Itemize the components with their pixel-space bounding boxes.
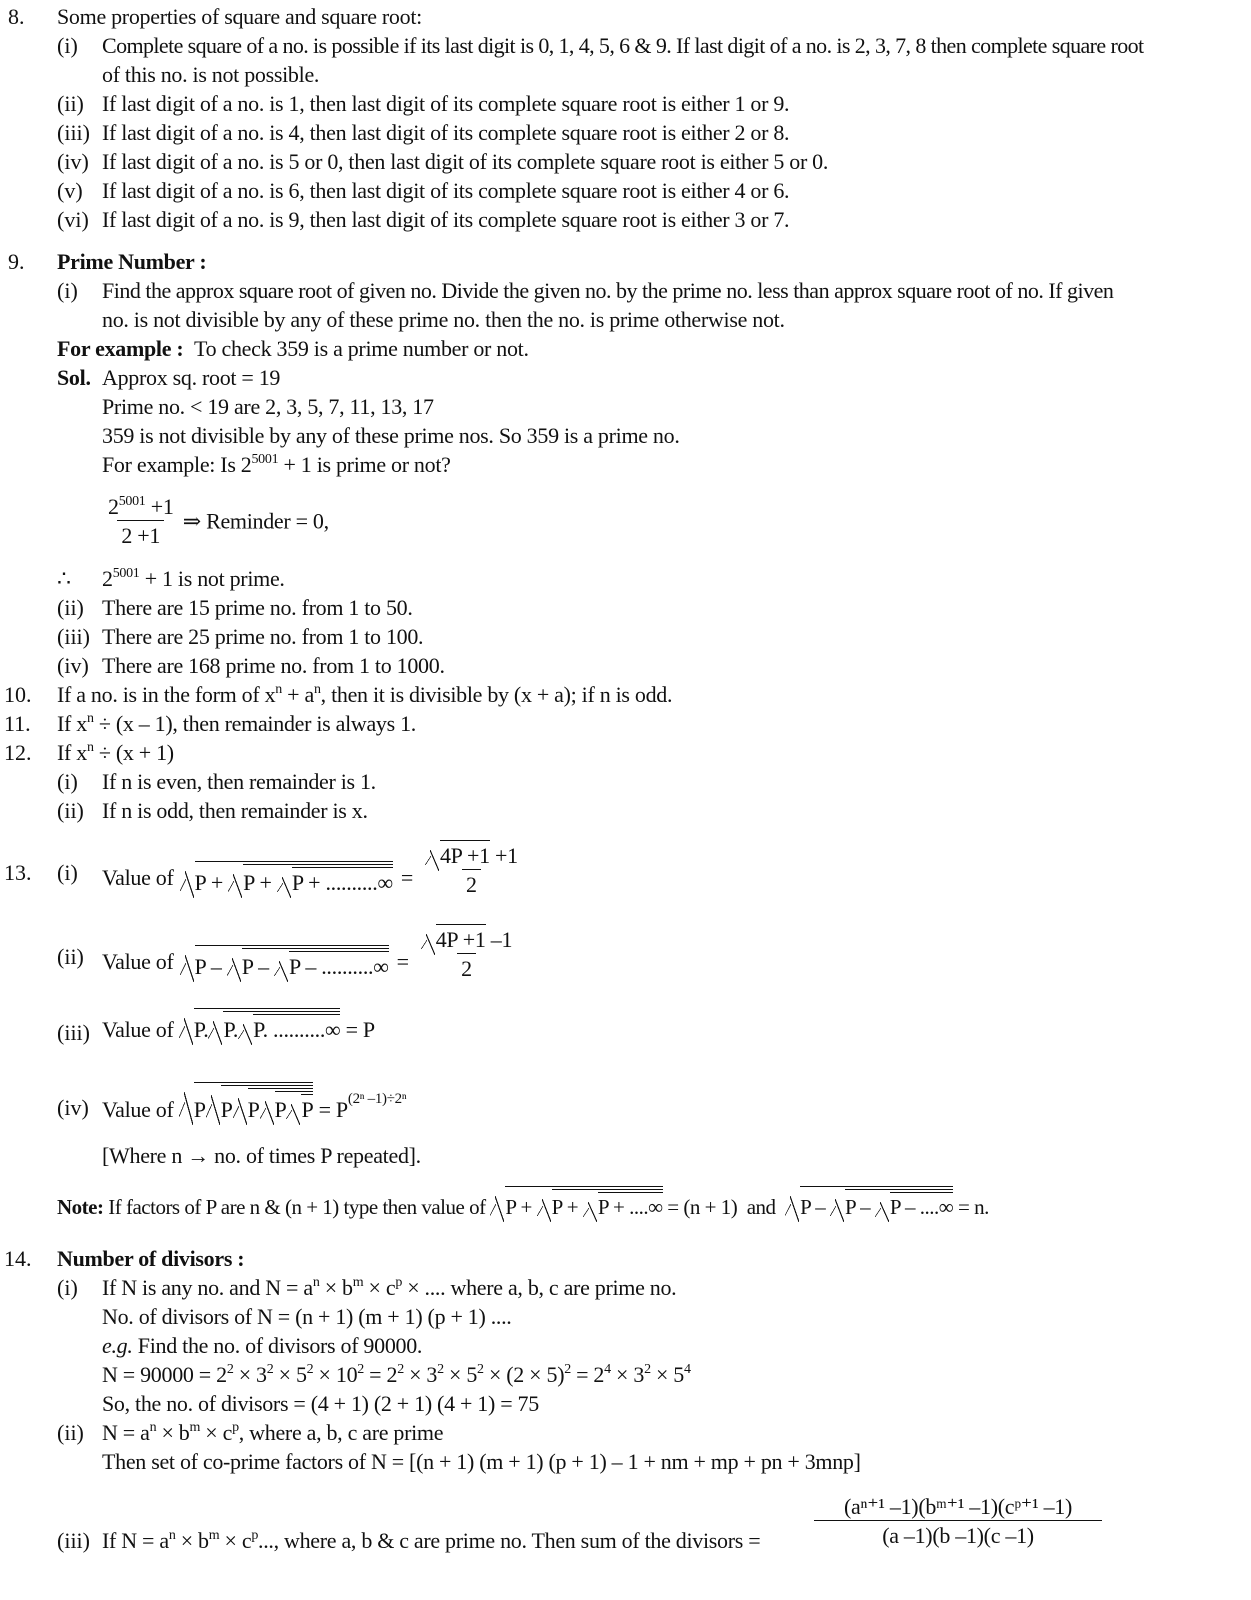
item-text: $N = a^n \times b^m \times c^p$, where a, b, c are prime <box>102 1420 444 1445</box>
item-label: (iii) <box>57 1528 90 1553</box>
item-text: Then set of co-prime factors of N = [(n + 1) (m + 1) (p + 1) – 1 + nm + mp + pn + 3mnp] <box>102 1449 861 1474</box>
fraction-result: ⇒ Reminder = 0, <box>182 508 329 534</box>
item-text: If $N = a^n \times b^m \times c^p$..., where a, b & c are prime no. Then sum of the divisors = <box>102 1528 761 1553</box>
section-text: If a no. is in the form of $x^n + a^n$, then it is divisible by (x + a); if n is odd. <box>57 682 673 707</box>
item-text: If last digit of a no. is 4, then last digit of its complete square root is either 2 or 8. <box>102 120 790 145</box>
formula-i: Value of P + P + P + ..........∞ = $\frac{4P +1 +1}{2}$ <box>102 840 522 898</box>
item-label: (iv) <box>57 1095 89 1120</box>
example-2: For example: Is $2^{5001} + 1$ is prime or not? <box>102 452 451 477</box>
item-label: (ii) <box>57 1420 84 1445</box>
item-text: Find the approx square root of given no. Divide the given no. by the prime no. less than approx square root of no. If given <box>102 278 1114 303</box>
item-text: There are 15 prime no. from 1 to 50. <box>102 595 413 620</box>
formula-iii: Value of P. P. P. ..........∞ = P <box>102 1008 375 1043</box>
fraction-expression <box>104 494 329 549</box>
item-text: There are 25 prime no. from 1 to 100. <box>102 624 424 649</box>
sum-of-divisors-fraction: $\frac{\text{(aⁿ⁺¹ –1)(bᵐ⁺¹ –1)(cᵖ⁺¹ –1)}}{(a -1)(b -1)(c -1)}$ <box>818 1494 1098 1549</box>
item-label: (iv) <box>57 149 89 174</box>
formula-iv: Value of P P P P $P = P^{(2^n -1)\div 2^n}$ <box>102 1082 406 1123</box>
formula-ii: Value of P – P – P – ..........∞ = $\frac{4P +1 -1}{2}$ <box>102 924 516 982</box>
section-number: 13. <box>4 860 32 885</box>
item-text-cont: of this no. is not possible. <box>102 62 320 87</box>
item-text: No. of divisors of N = (n + 1) (m + 1) (p + 1) .... <box>102 1304 512 1329</box>
section-title: Some properties of square and square root: <box>57 4 422 29</box>
item-label: (vi) <box>57 207 89 232</box>
item-text: There are 168 prime no. from 1 to 1000. <box>102 653 445 678</box>
item-text: If last digit of a no. is 5 or 0, then last digit of its complete square root is either 5 or 0. <box>102 149 829 174</box>
example-text: To check 359 is a prime number or not. <box>194 336 529 361</box>
item-label: (i) <box>57 769 78 794</box>
item-text-cont: no. is not divisible by any of these prime no. then the no. is prime otherwise not. <box>102 307 785 332</box>
item-label: (i) <box>57 278 78 303</box>
section-number: 12. <box>4 740 32 765</box>
item-label: (iii) <box>57 624 90 649</box>
item-label: (ii) <box>57 798 84 823</box>
note-line: Note: If factors of P are n & (n + 1) type then value of P + P + P + ....∞ = (n + 1) and P – P – P – ....∞ = n. <box>57 1186 989 1220</box>
solution-line: Prime no. < 19 are 2, 3, 5, 7, 11, 13, 17 <box>102 394 434 419</box>
item-label: (v) <box>57 178 83 203</box>
item-label: (iii) <box>57 1020 90 1045</box>
item-label: (i) <box>57 33 78 58</box>
item-label: (iii) <box>57 120 90 145</box>
result-line: So, the no. of divisors = (4 + 1) (2 + 1) (4 + 1) = 75 <box>102 1391 539 1416</box>
item-text: If n is odd, then remainder is x. <box>102 798 368 823</box>
conclusion: $2^{5001} + 1$ is not prime. <box>102 566 285 591</box>
item-label: (iv) <box>57 653 89 678</box>
section-title: Prime Number : <box>57 249 207 274</box>
solution-line: Approx sq. root = 19 <box>102 365 281 390</box>
section-number: 9. <box>8 249 25 274</box>
item-text: If N is any no. and $N = a^n \times b^m \times c^p$ × .... where a, b, c are prime no. <box>102 1275 677 1300</box>
item-label: (i) <box>57 1275 78 1300</box>
example-text: e.g. Find the no. of divisors of 90000. <box>102 1333 423 1358</box>
item-label: (i) <box>57 860 78 885</box>
factorization-line: $N = 90000 = 2^2 \times 3^2 \times 5^2 \times 10^2 = 2^2 \times 3^2 \times 5^2 \times (2 \times 5)^2 = 2^4 \times 3^2 \times 5^4$ <box>102 1362 691 1387</box>
solution-label: Sol. <box>57 365 91 390</box>
item-label: (ii) <box>57 91 84 116</box>
note-where: [Where n → no. of times P repeated]. <box>102 1143 421 1168</box>
section-number: 10. <box>4 682 32 707</box>
section-number: 14. <box>4 1246 32 1271</box>
fraction: $\frac{2^{5001} +1}{2 +1}$ <box>108 494 174 548</box>
item-label: (ii) <box>57 944 84 969</box>
section-text: If $x^n \div (x - 1)$, then remainder is always 1. <box>57 711 416 736</box>
section-number: 11. <box>4 711 31 736</box>
item-text: If n is even, then remainder is 1. <box>102 769 376 794</box>
section-title: Number of divisors : <box>57 1246 245 1271</box>
section-text: If $x^n \div (x + 1)$ <box>57 740 174 765</box>
therefore-symbol: ∴ <box>57 566 71 591</box>
item-text: Complete square of a no. is possible if its last digit is 0, 1, 4, 5, 6 & 9. If last digit of a no. is 2, 3, 7, 8 then complete square root <box>102 33 1144 58</box>
example-label: For example : <box>57 336 184 361</box>
section-number: 8. <box>8 4 25 29</box>
item-text: If last digit of a no. is 1, then last digit of its complete square root is either 1 or 9. <box>102 91 790 116</box>
solution-line: 359 is not divisible by any of these prime nos. So 359 is a prime no. <box>102 423 680 448</box>
item-text: If last digit of a no. is 6, then last digit of its complete square root is either 4 or 6. <box>102 178 790 203</box>
item-text: If last digit of a no. is 9, then last digit of its complete square root is either 3 or 7. <box>102 207 790 232</box>
item-label: (ii) <box>57 595 84 620</box>
